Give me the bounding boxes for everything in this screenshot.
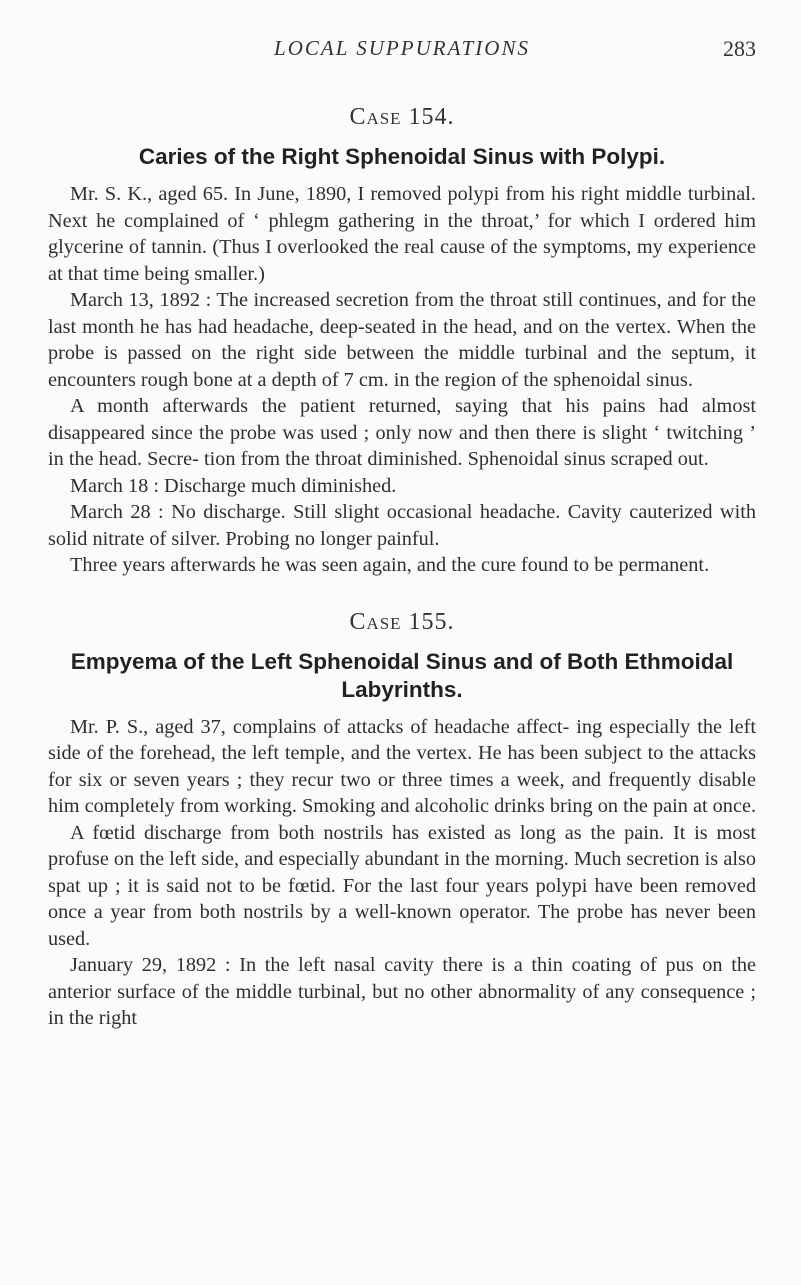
paragraph: March 13, 1892 : The increased secretion from the throat still continues, and for the last month he has had headache, deep-seated in the head, and on the vertex. When the probe is passed on the right side between the middle turbinal and the septum, it encounters rough bone at a depth of 7 cm. in the region of the sphenoidal sinus. (48, 289, 756, 391)
paragraph: Mr. P. S., aged 37, complains of attacks of headache affect- ing especially the left side of the forehead, the left temple, and the vertex. He has been subject to the attacks for six or seven years ; they recur two or three times a week, and frequently disable him completely from working. Smoking and alcoholic drinks bring on the pain at once. (48, 715, 757, 817)
paragraph: A month afterwards the patient returned, saying that his pains had almost disappeared since the probe was used ; only now and then there is slight ‘ twitching ’ in the head. Secre- tion from the throat diminished. Sphenoidal sinus scraped out. (48, 395, 756, 470)
paragraph: Mr. S. K., aged 65. In June, 1890, I removed polypi from his right middle turbinal. Next he complained of ‘ phlegm gathering in the throat,’ for which I ordered him glycerine of tannin. (Thus I overlooked the real cause of the symptoms, my experience at that time being smaller.) (48, 183, 756, 285)
running-header (48, 30, 756, 64)
paragraph: March 18 : Discharge much diminished. (70, 474, 397, 497)
case-section (48, 104, 756, 579)
paragraph: A fœtid discharge from both nostrils has existed as long as the pain. It is most profuse on the left side, and especially abundant in the morning. Much secretion is also spat up ; it is said not to be fœtid. For the last four years polypi have been removed once a year from both nostrils by a well-known operator. The probe has never been used. (48, 821, 756, 950)
paragraph: March 28 : No discharge. Still slight occasional headache. Cavity cauterized with solid nitrate of silver. Probing no longer painful. (48, 501, 756, 550)
book-page (48, 30, 756, 1032)
page-number: 283 (723, 36, 756, 61)
paragraph: Three years afterwards he was seen again, and the cure found to be permanent. (70, 554, 710, 576)
case-title: Empyema of the Left Sphenoidal Sinus and of Both Ethmoidal Labyrinths. (70, 648, 734, 702)
running-title: LOCAL SUPPURATIONS (274, 36, 530, 60)
case-label: Case 155. (349, 608, 455, 635)
case-title: Caries of the Right Sphenoidal Sinus with Polypi. (138, 144, 666, 169)
case-label: Case 154. (349, 104, 455, 130)
case-section (48, 609, 756, 1032)
paragraph: January 29, 1892 : In the left nasal cavity there is a thin coating of pus on the anterior surface of the middle turbinal, but no other abnormality of any consequence ; in the right (48, 954, 756, 1029)
